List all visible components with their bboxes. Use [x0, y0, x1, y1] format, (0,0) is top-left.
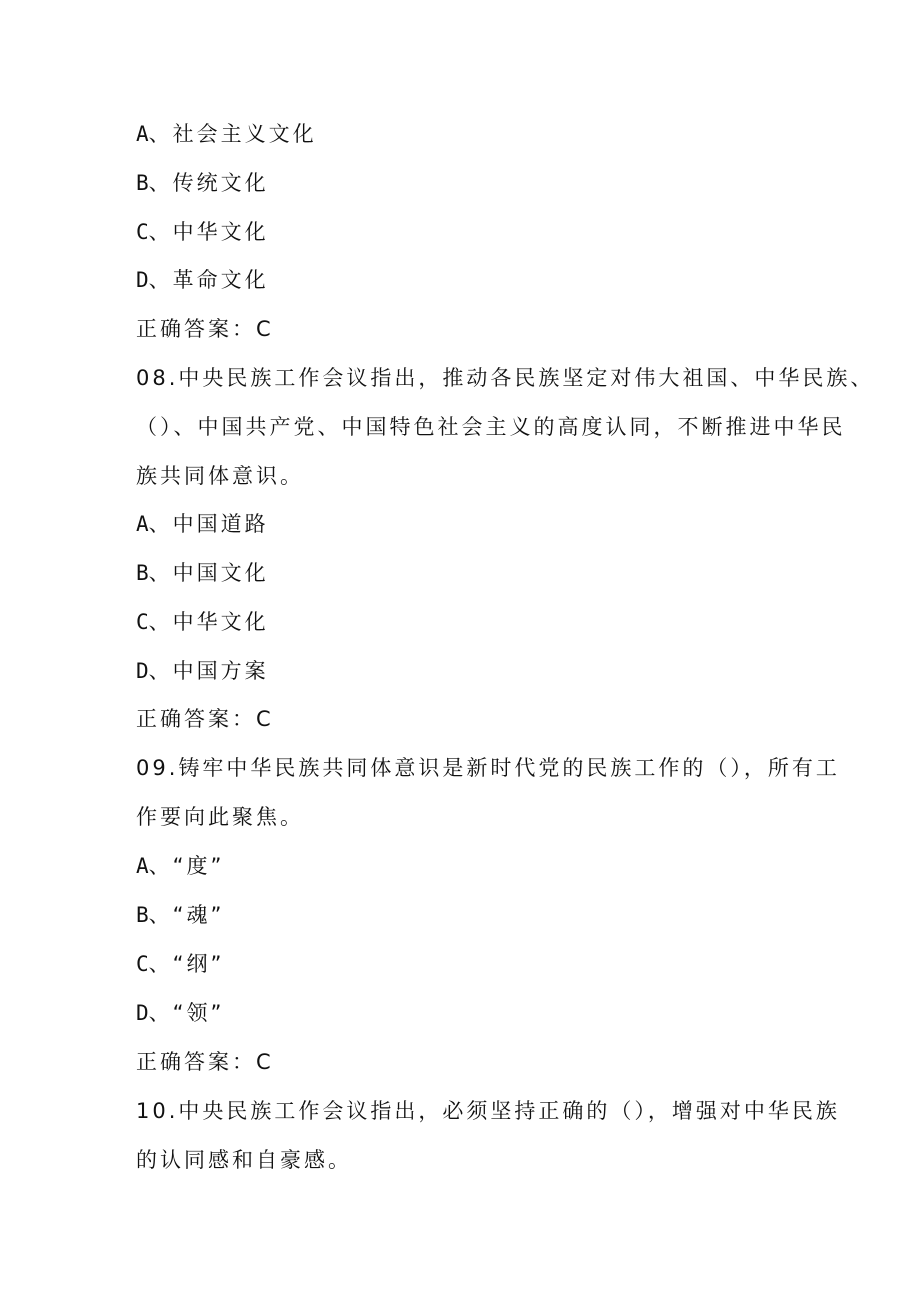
option-letter: C — [136, 220, 149, 244]
option-c — [136, 218, 796, 246]
option-letter: B — [136, 171, 149, 195]
option-c — [136, 950, 796, 978]
option-letter: A — [136, 512, 149, 536]
option-text: 、中华文化 — [148, 610, 269, 634]
question-09-line-1: 09.铸牢中华民族共同体意识是新时代党的民族工作的（），所有工 — [136, 756, 840, 780]
option-letter: A — [136, 854, 149, 878]
question-10-line-1: 10.中央民族工作会议指出，必须坚持正确的（），增强对中华民族 — [136, 1099, 840, 1123]
option-text: 、“领” — [148, 1001, 225, 1025]
option-letter: B — [136, 561, 149, 585]
option-a — [136, 120, 796, 148]
question-09-line-2: 作要向此聚焦。 — [136, 805, 304, 829]
option-text: 、革命文化 — [148, 268, 269, 292]
option-text: 、传统文化 — [148, 171, 269, 195]
option-text: 、“魂” — [148, 903, 225, 927]
option-letter: B — [136, 903, 149, 927]
option-c — [136, 608, 796, 636]
option-text: 、社会主义文化 — [148, 122, 317, 146]
option-letter: C — [136, 952, 149, 976]
answer: 正确答案：C — [136, 707, 274, 731]
question-08-line-3: 族共同体意识。 — [136, 464, 304, 488]
option-letter: D — [136, 268, 149, 292]
option-letter: A — [136, 122, 149, 146]
answer: 正确答案：C — [136, 1050, 274, 1074]
question-08-line-1: 08.中央民族工作会议指出，推动各民族坚定对伟大祖国、中华民族、 — [136, 366, 875, 390]
question-08-line-2: （）、中国共产党、中国特色社会主义的高度认同，不断推进中华民 — [136, 415, 846, 439]
option-text: 、中国道路 — [148, 512, 269, 536]
option-letter: D — [136, 1001, 149, 1025]
answer: 正确答案：C — [136, 317, 274, 341]
option-a — [136, 852, 796, 880]
option-b — [136, 559, 796, 587]
option-text: 、“纲” — [148, 952, 225, 976]
option-letter: C — [136, 610, 149, 634]
option-b — [136, 169, 796, 197]
option-text: 、中华文化 — [148, 220, 269, 244]
option-letter: D — [136, 659, 149, 683]
option-b — [136, 901, 796, 929]
option-a — [136, 510, 796, 538]
option-d — [136, 657, 796, 685]
option-text: 、中国方案 — [148, 659, 269, 683]
option-d — [136, 999, 796, 1027]
option-text: 、“度” — [148, 854, 225, 878]
option-text: 、中国文化 — [148, 561, 269, 585]
question-10-line-2: 的认同感和自豪感。 — [136, 1148, 352, 1172]
option-d — [136, 266, 796, 294]
